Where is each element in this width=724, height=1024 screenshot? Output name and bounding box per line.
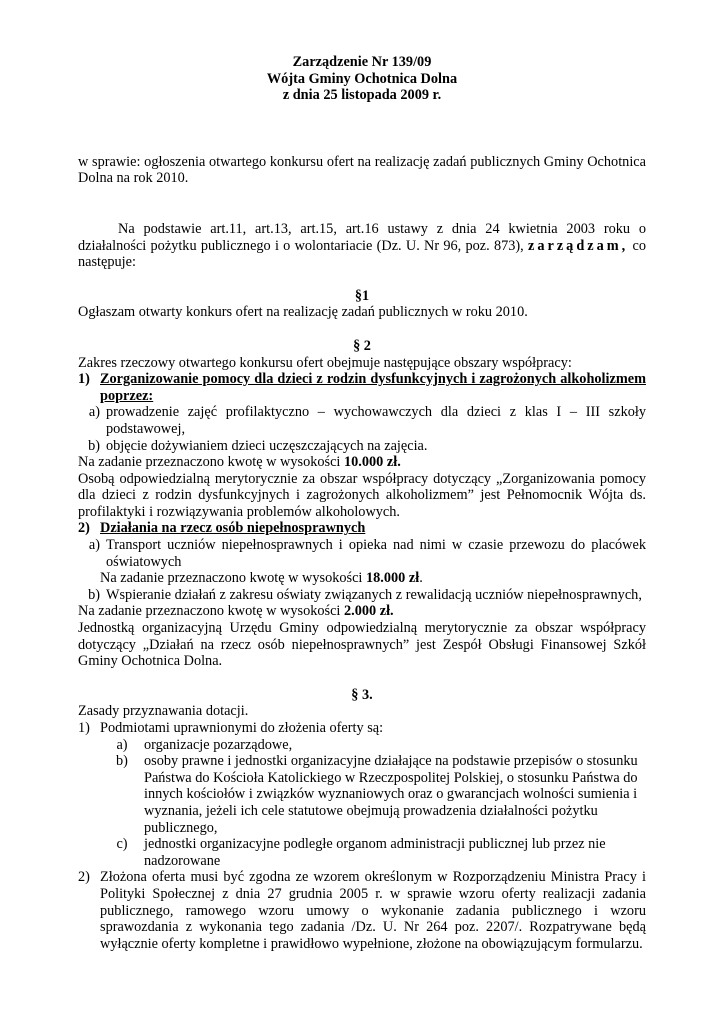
item-number: 1) bbox=[78, 720, 90, 736]
amount-value: 10.000 zł. bbox=[343, 454, 401, 471]
sub-number: a) bbox=[88, 404, 100, 421]
amount-value: 2.000 zł. bbox=[343, 603, 394, 620]
section-3-item-1 bbox=[78, 720, 646, 737]
section-3-item-1-a bbox=[100, 737, 646, 754]
sub-text: Wspieranie działań z zakresu oświaty związanych z rewalidacją uczniów niepełnosprawnych, bbox=[106, 586, 642, 603]
header-ordinance-number: Zarządzenie Nr 139/09 bbox=[292, 54, 432, 70]
item-2b-amount bbox=[78, 603, 646, 620]
sub-number: b) bbox=[88, 437, 100, 454]
sub-text: organizacje pozarządowe, bbox=[144, 736, 293, 753]
section-3-heading: § 3. bbox=[351, 686, 373, 703]
document-header bbox=[78, 54, 646, 104]
item-text: Złożona oferta musi być zgodna ze wzorem określonym w Rozporządzeniu Ministra Pracy i Polityki Społecznej z dnia 27 grudnia 2005 r. w sprawie wzoru oferty realizacji zadania publicznego, ramowego wzoru umowy o wykonanie zadania publicznego i wzoru sprawozdania z wykonania tego zadania /Dz. U. Nr 264 poz. 2207/. Rozpatrywane będą wyłącznie oferty kompletne i prawidłowo wypełnione, złożone na obowiązującym formularzu. bbox=[100, 869, 646, 952]
sub-number: a) bbox=[88, 537, 100, 554]
item-number: 1) bbox=[78, 371, 90, 388]
legal-basis-paragraph bbox=[78, 221, 646, 271]
item-2-responsible: Jednostką organizacyjną Urzędu Gminy odpowiedzialną merytorycznie za obszar współpracy dotyczący „Działań na rzecz osób niepełnosprawnych” jest Zespół Obsługi Finansowej Szkół Gminy Ochotnica Dolna. bbox=[78, 620, 646, 670]
sub-number: b) bbox=[116, 753, 128, 770]
sub-number: b) bbox=[88, 586, 100, 603]
section-2-item-1-a bbox=[78, 404, 646, 437]
subject-paragraph: w sprawie: ogłoszenia otwartego konkursu ofert na realizację zadań publicznych Gminy Ochotnica Dolna na rok 2010. bbox=[78, 153, 646, 187]
section-2-item-2-b bbox=[78, 587, 646, 604]
decree-word: zarządzam, bbox=[527, 237, 629, 254]
sub-text: jednostki organizacyjne podległe organom administracji publicznej lub przez nie nadzorowane bbox=[144, 836, 606, 869]
legal-basis-tail: co następuje: bbox=[78, 237, 646, 271]
section-3-intro: Zasady przyznawania dotacji. bbox=[78, 703, 249, 720]
header-date: z dnia 25 listopada 2009 r. bbox=[282, 87, 442, 104]
item-number: 2) bbox=[78, 520, 90, 537]
sub-number: a) bbox=[116, 736, 128, 753]
sub-text: osoby prawne i jednostki organizacyjne działające na podstawie przepisów o stosunku Państwa do Kościoła Katolickiego w Rzeczpospolitej Polskiej, o stosunku Państwa do innych kościołów i związków wyznaniowych oraz o gwarancjach wolności sumienia i wyznania, jeżeli ich cele statutowe obejmują prowadzenia działalności pożytku publicznego, bbox=[144, 753, 638, 836]
section-2-item-2 bbox=[78, 520, 646, 537]
section-1-heading: §1 bbox=[354, 287, 370, 304]
item-2a-amount bbox=[78, 570, 646, 587]
item-title: Podmiotami uprawnionymi do złożenia oferty są: bbox=[100, 720, 384, 736]
section-1-text: Ogłaszam otwarty konkurs ofert na realizację zadań publicznych w roku 2010. bbox=[78, 304, 528, 321]
header-issuer: Wójta Gminy Ochotnica Dolna bbox=[266, 70, 458, 87]
sub-number: c) bbox=[116, 836, 128, 853]
legal-basis-text: Na podstawie art.11, art.13, art.15, art.16 ustawy z dnia 24 kwietnia 2003 roku o działalności pożytku publicznego i o wolontariacie (Dz. U. Nr 96, poz. 873), bbox=[78, 220, 646, 254]
section-3-item-1-c bbox=[100, 836, 646, 869]
item-number: 2) bbox=[78, 869, 90, 886]
sub-text: objęcie dożywianiem dzieci uczęszczających na zajęcia. bbox=[106, 437, 428, 454]
amount-label: Na zadanie przeznaczono kwotę w wysokości bbox=[78, 603, 344, 620]
section-3-item-1-b bbox=[100, 753, 646, 836]
amount-tail: . bbox=[419, 570, 423, 587]
sub-text: Transport uczniów niepełnosprawnych i opieka nad nimi w czasie przewozu do placówek oświatowych bbox=[106, 537, 646, 570]
section-2-item-1-b bbox=[78, 438, 646, 455]
item-1-responsible: Osobą odpowiedzialną merytorycznie za obszar współpracy dotyczący „Zorganizowania pomocy dla dzieci z rodzin dysfunkcyjnych i zagrożonych alkoholizmem” jest Pełnomocnik Wójta ds. profilaktyki i rozwiązywania problemów alkoholowych. bbox=[78, 470, 646, 520]
section-3-item-2 bbox=[78, 869, 646, 952]
amount-label: Na zadanie przeznaczono kwotę w wysokości bbox=[78, 454, 344, 471]
item-title: Zorganizowanie pomocy dla dzieci z rodzin dysfunkcyjnych i zagrożonych alkoholizmem poprzez: bbox=[100, 371, 646, 404]
section-2-item-2-a bbox=[78, 537, 646, 570]
item-title: Działania na rzecz osób niepełnosprawnych bbox=[100, 520, 366, 537]
section-2-intro: Zakres rzeczowy otwartego konkursu ofert obejmuje następujące obszary współpracy: bbox=[78, 354, 572, 371]
item-1-amount bbox=[78, 454, 646, 471]
section-2-item-1 bbox=[78, 371, 646, 404]
amount-value: 18.000 zł bbox=[365, 570, 420, 587]
amount-label: Na zadanie przeznaczono kwotę w wysokości bbox=[100, 570, 366, 587]
sub-text: prowadzenie zajęć profilaktyczno – wychowawczych dla dzieci z klas I – III szkoły podstawowej, bbox=[106, 404, 646, 437]
section-2-heading: § 2 bbox=[353, 337, 371, 354]
